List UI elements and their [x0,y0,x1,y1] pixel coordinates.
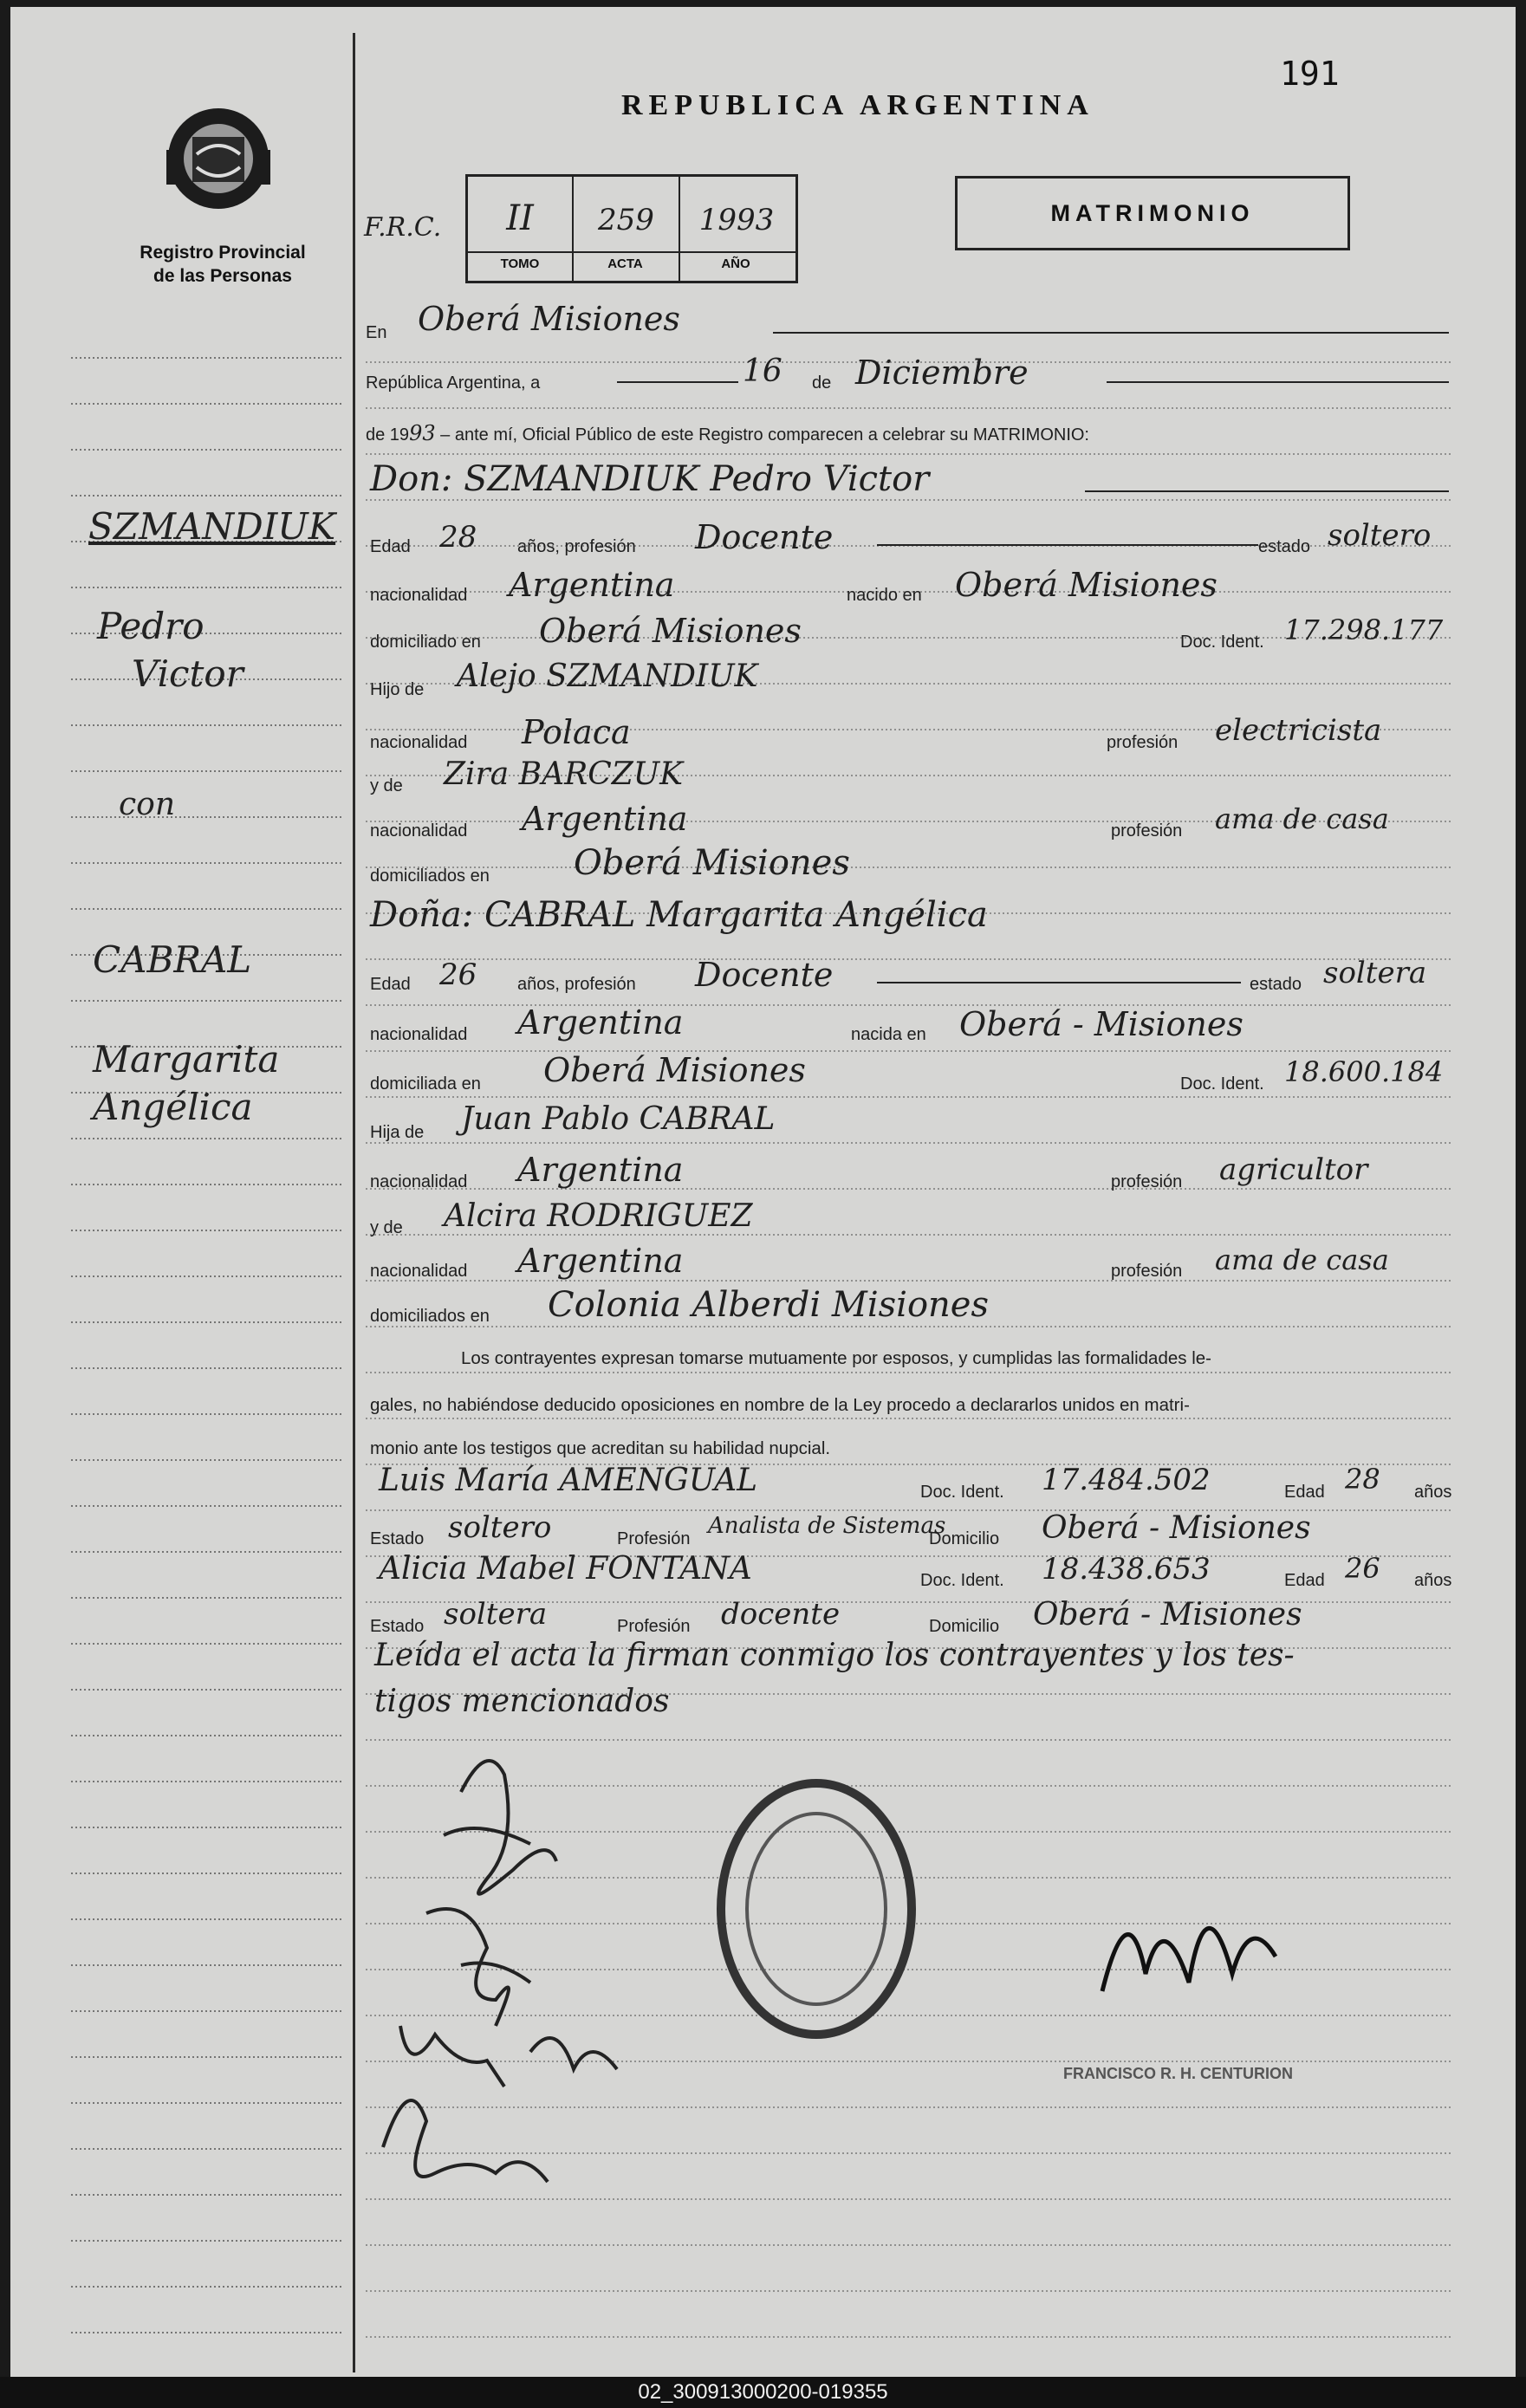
groom-father-nat-label: nacionalidad [370,733,468,752]
bride-nationality-label: nacionalidad [370,1025,468,1044]
bride-edad-label: Edad [370,975,411,994]
witness1-doc: 17.484.502 [1042,1463,1211,1497]
bride-father-profession: agricultor [1219,1152,1368,1187]
bride-marital-status: soltera [1323,956,1427,990]
official-stamp-text: FRANCISCO R. H. CENTURION [1063,2065,1293,2082]
registry-line-1: Registro Provincial [140,243,306,263]
closing-line-1: Leída el acta la firman conmigo los contrayentes y los tes- [374,1638,1295,1673]
groom-estado-label: estado [1258,537,1311,556]
groom-age: 28 [439,520,477,555]
bride-hija-label: Hija de [370,1123,425,1142]
groom-domicile: Oberá Misiones [539,612,802,650]
tomo-value: II [506,198,534,238]
bride-father-prof-label: profesión [1111,1172,1183,1191]
tomo-label: TOMO [500,256,540,271]
closing-line-2: tigos mencionados [374,1684,670,1719]
signature-official [1085,1870,1310,2069]
margin-groom-given-1: Pedro [97,605,205,647]
acta-value: 259 [598,203,654,237]
groom-profesion-label: años, profesión [517,537,636,556]
bride-age: 26 [439,957,477,992]
bride-doc: 18.600.184 [1284,1055,1444,1088]
groom-mother-nat-label: nacionalidad [370,821,468,841]
witness1-dom-label: Domicilio [929,1529,1000,1548]
bride-birthplace: Oberá - Misiones [959,1005,1244,1043]
groom-parents-dom-label: domiciliados en [370,866,490,886]
groom-parents-domicile: Oberá Misiones [574,843,850,883]
groom-mother: Zira BARCZUK [444,756,683,792]
bride-doc-label: Doc. Ident. [1180,1074,1264,1094]
witness1-profession: Analista de Sistemas [708,1513,946,1539]
witness1-doc-label: Doc. Ident. [920,1483,1004,1502]
bride-mother-nat-label: nacionalidad [370,1262,468,1281]
country-title: REPUBLICA ARGENTINA [621,89,1094,121]
anio-value: 1993 [698,203,775,237]
groom-birthplace-label: nacido en [847,586,922,605]
groom-profession: Docente [695,518,834,556]
witness2-edad-label: Edad [1284,1571,1325,1590]
groom-yde-label: y de [370,776,403,795]
record-type: MATRIMONIO [1050,199,1255,226]
signature-groom [444,1761,556,1894]
groom-father-prof-label: profesión [1107,733,1179,752]
bride-parents-domicile: Colonia Alberdi Misiones [548,1285,989,1325]
certificate-page [10,7,1516,2377]
margin-groom-surname: SZMANDIUK [88,505,336,548]
bride-father-nat-label: nacionalidad [370,1172,468,1191]
witness1-estado-label: Estado [370,1529,425,1548]
margin-conjunction: con [119,787,176,822]
signature-witness-2 [383,2100,548,2182]
groom-marital-status: soltero [1328,518,1432,553]
signature-bride [426,1909,530,2026]
date-statement: de 1993 – ante mí, Oficial Público de este Registro comparecen a celebrar su MATRIMONIO: [366,421,1089,445]
declaration-line-1: Los contrayentes expresan tomarse mutuamente por esposos, y cumplidas las formalidades le- [461,1348,1211,1368]
witness2-name: Alicia Mabel FONTANA [379,1551,752,1587]
bride-mother: Alcira RODRIGUEZ [444,1198,753,1234]
page-number: 191 [1280,55,1340,93]
witness2-status: soltera [444,1597,548,1632]
record-box [465,174,798,283]
bride-father: Juan Pablo CABRAL [461,1101,776,1137]
bride-mother-profession: ama de casa [1215,1243,1389,1276]
bride-title-name: Doña: CABRAL Margarita Angélica [370,895,988,935]
groom-edad-label: Edad [370,537,411,556]
margin-bride-surname: CABRAL [93,938,252,981]
witness2-profession: docente [721,1597,841,1632]
groom-domicile-label: domiciliado en [370,633,481,652]
bride-father-nationality: Argentina [517,1151,684,1189]
bride-estado-label: estado [1250,975,1302,994]
witness2-anos-label: años [1414,1571,1452,1590]
witness2-estado-label: Estado [370,1617,425,1636]
coat-of-arms-icon [158,102,279,215]
marriage-day: 16 [743,354,782,389]
signatures [357,1740,704,2225]
witness2-age: 26 [1345,1552,1380,1585]
bride-domicile: Oberá Misiones [543,1051,806,1089]
groom-birthplace: Oberá Misiones [955,566,1218,604]
witness1-anos-label: años [1414,1483,1452,1502]
witness1-domicile: Oberá - Misiones [1042,1510,1311,1546]
witness2-doc: 18.438.653 [1042,1552,1211,1587]
year-suffix: 93 [409,421,436,445]
witness2-prof-label: Profesión [617,1617,691,1636]
groom-mother-prof-label: profesión [1111,821,1183,841]
declaration-line-3: monio ante los testigos que acreditan su habilidad nupcial. [370,1438,831,1458]
republic-label: República Argentina, a [366,373,541,393]
witness1-edad-label: Edad [1284,1483,1325,1502]
bride-domicile-label: domiciliada en [370,1074,481,1094]
marriage-month: Diciembre [855,354,1029,392]
groom-doc: 17.298.177 [1284,613,1444,646]
margin-bride-given-1: Margarita [93,1038,280,1081]
bride-birthplace-label: nacida en [851,1025,926,1044]
record-type-box [955,176,1350,250]
bride-mother-nationality: Argentina [517,1242,684,1280]
statement-text: ante mí, Oficial Público de este Registro comparecen a celebrar su MATRIMONIO: [454,425,1089,445]
bride-profesion-label: años, profesión [517,975,636,994]
groom-title-name: Don: SZMANDIUK Pedro Victor [370,459,930,499]
groom-father-profession: electricista [1215,713,1382,748]
marriage-place: Oberá Misiones [418,300,680,338]
anio-label: AÑO [721,256,750,271]
bride-parents-dom-label: domiciliados en [370,1307,490,1326]
groom-doc-label: Doc. Ident. [1180,633,1264,652]
bride-mother-prof-label: profesión [1111,1262,1183,1281]
witness1-name: Luis María AMENGUAL [379,1463,758,1498]
de-label: de [812,373,832,393]
scan-id: 02_300913000200-019355 [0,2377,1526,2408]
acta-label: ACTA [607,256,643,271]
witness2-dom-label: Domicilio [929,1617,1000,1636]
witness1-status: soltero [448,1510,552,1545]
margin-divider [353,33,355,2372]
witness1-age: 28 [1345,1463,1380,1496]
bride-profession: Docente [695,956,834,994]
groom-mother-profession: ama de casa [1215,802,1389,835]
groom-father: Alejo SZMANDIUK [457,659,758,694]
groom-hijo-label: Hijo de [370,680,425,699]
bride-nationality: Argentina [517,1003,684,1042]
witness2-domicile: Oberá - Misiones [1033,1597,1302,1632]
registry-name [114,241,331,288]
signature-witness-1 [400,2026,617,2087]
groom-father-nationality: Polaca [522,713,631,751]
groom-nationality: Argentina [509,566,675,604]
margin-bride-given-2: Angélica [93,1086,253,1128]
en-label: En [366,323,387,342]
witness1-prof-label: Profesión [617,1529,691,1548]
registry-line-2: de las Personas [153,266,292,286]
groom-nationality-label: nacionalidad [370,586,468,605]
year-prefix: de 19 [366,425,410,445]
groom-mother-nationality: Argentina [522,800,688,838]
margin-groom-given-2: Victor [132,652,244,695]
witness2-doc-label: Doc. Ident. [920,1571,1004,1590]
official-seal [704,1766,929,2052]
declaration-line-2: gales, no habiéndose deducido oposiciones en nombre de la Ley procedo a declararlos unidos en matri- [370,1395,1190,1415]
record-prefix: F.R.C. [364,212,442,243]
bride-yde-label: y de [370,1218,403,1237]
